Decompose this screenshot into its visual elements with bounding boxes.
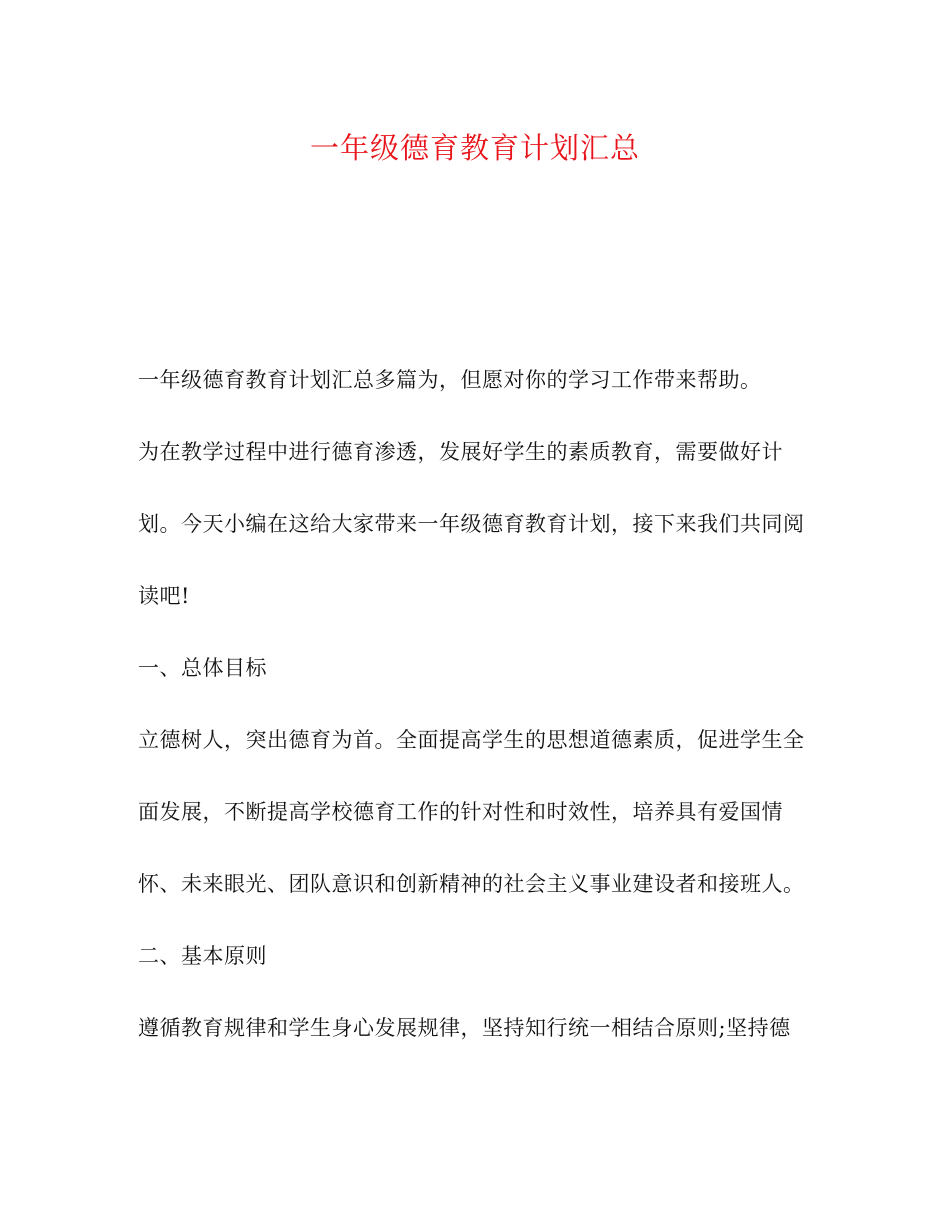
text-line-intro-1: 一年级德育教育计划汇总多篇为，但愿对你的学习工作带来帮助。: [138, 368, 762, 392]
text-line-intro-3: 划。今天小编在这给大家带来一年级德育教育计划，接下来我们共同阅: [138, 512, 805, 536]
text-line-principles-1: 遵循教育规律和学生身心发展规律，坚持知行统一相结合原则;坚持德: [138, 1016, 791, 1040]
text-line-goals-3: 怀、未来眼光、团队意识和创新精神的社会主义事业建设者和接班人。: [138, 872, 805, 896]
text-line-intro-2: 为在教学过程中进行德育渗透，发展好学生的素质教育，需要做好计: [138, 440, 783, 464]
section-heading-principles: 二、基本原则: [138, 944, 267, 968]
text-line-intro-4: 读吧!: [138, 584, 190, 608]
document-title: 一年级德育教育计划汇总: [309, 131, 640, 165]
text-line-goals-2: 面发展，不断提高学校德育工作的针对性和时效性，培养具有爱国情: [138, 800, 783, 824]
text-line-goals-1: 立德树人，突出德育为首。全面提高学生的思想道德素质，促进学生全: [138, 728, 805, 752]
section-heading-goals: 一、总体目标: [138, 656, 267, 680]
